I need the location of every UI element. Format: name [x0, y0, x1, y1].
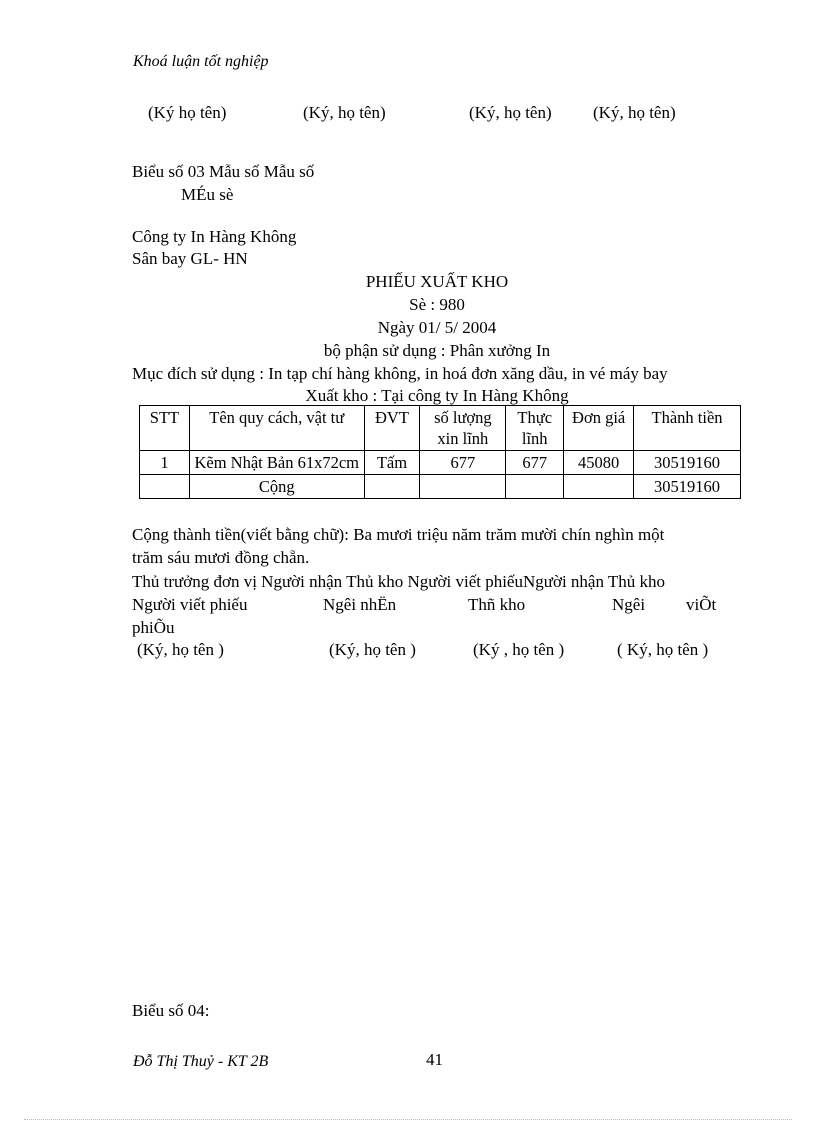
cell-empty	[564, 475, 634, 499]
table-header-row	[140, 406, 741, 451]
voucher-date: Ngày 01/ 5/ 2004	[377, 318, 497, 337]
signature-placeholder: (Ký , họ tên )	[473, 640, 565, 659]
total-label: Cộng	[189, 475, 364, 499]
header-cell: số lượng xin lĩnh	[420, 406, 506, 451]
total-value: 30519160	[634, 475, 741, 499]
cell-empty	[364, 475, 420, 499]
signer-role: Người viết phiếu	[132, 595, 248, 614]
cell-amount: 30519160	[634, 451, 741, 475]
header-cell: Thành tiền	[634, 406, 741, 451]
header-cell: Thực lĩnh	[506, 406, 564, 451]
next-form-label: Biểu số 04:	[132, 1001, 210, 1020]
form-code-garbled: MÉu sè	[181, 185, 234, 204]
voucher-title: PHIẾU XUẤT KHO	[365, 272, 509, 291]
cell-empty	[140, 475, 190, 499]
cell-unit-price: 45080	[564, 451, 634, 475]
cell-qty-requested: 677	[420, 451, 506, 475]
signature-placeholder: (Ký, họ tên )	[329, 640, 416, 659]
purpose: Mục đích sử dụng : In tạp chí hàng không, in hoá đơn xăng dầu, in vé máy bay	[132, 364, 668, 383]
signature-placeholder: (Ký, họ tên )	[137, 640, 224, 659]
cell-item-name: Kẽm Nhật Bản 61x72cm	[189, 451, 364, 475]
form-code-line: Biểu số 03 Mẫu số Mẫu số	[132, 162, 315, 181]
issue-table	[139, 405, 741, 499]
signature-placeholder: (Ký, họ tên)	[469, 103, 552, 122]
signer-role: Ngêi	[612, 595, 646, 614]
cell-unit: Tấm	[364, 451, 420, 475]
cell-empty	[506, 475, 564, 499]
header-cell: Tên quy cách, vật tư	[189, 406, 364, 451]
company-address: Sân bay GL- HN	[132, 249, 248, 268]
signature-placeholder: ( Ký, họ tên )	[617, 640, 709, 659]
cell-qty-actual: 677	[506, 451, 564, 475]
header-cell: ĐVT	[364, 406, 420, 451]
signature-placeholder: (Ký, họ tên)	[593, 103, 676, 122]
header-cell: STT	[140, 406, 190, 451]
footer-author: Đỗ Thị Thuỷ - KT 2B	[133, 1053, 269, 1070]
signer-role-cont: phiÕu	[132, 618, 175, 637]
warehouse: Xuất kho : Tại công ty In Hàng Không	[305, 386, 569, 405]
header-cell: Đơn giá	[564, 406, 634, 451]
cell-stt: 1	[140, 451, 190, 475]
table-total-row	[140, 475, 741, 499]
department: bộ phận sử dụng : Phân xưởng In	[323, 341, 551, 360]
signature-placeholder: (Ký, họ tên)	[303, 103, 386, 122]
company-name: Công ty In Hàng Không	[132, 227, 297, 246]
signer-role: Ngêi nhËn	[323, 595, 397, 614]
running-header: Khoá luận tốt nghiệp	[133, 53, 269, 70]
signer-role: Thñ kho	[468, 595, 526, 614]
page-bottom-rule	[24, 1119, 792, 1120]
signer-roles: Thủ trưởng đơn vị Người nhận Thủ kho Người viết phiếuNgười nhận Thủ kho	[132, 572, 666, 591]
table-row	[140, 451, 741, 475]
signer-role: viÕt	[686, 595, 717, 614]
amount-in-words: Cộng thành tiền(viết bằng chữ): Ba mươi triệu năm trăm mười chín nghìn một	[132, 525, 665, 544]
page-number: 41	[426, 1050, 443, 1069]
signature-placeholder: (Ký họ tên)	[148, 103, 227, 122]
amount-in-words-cont: trăm sáu mươi đồng chẵn.	[132, 548, 310, 567]
voucher-number: Sè : 980	[409, 295, 465, 314]
cell-empty	[420, 475, 506, 499]
